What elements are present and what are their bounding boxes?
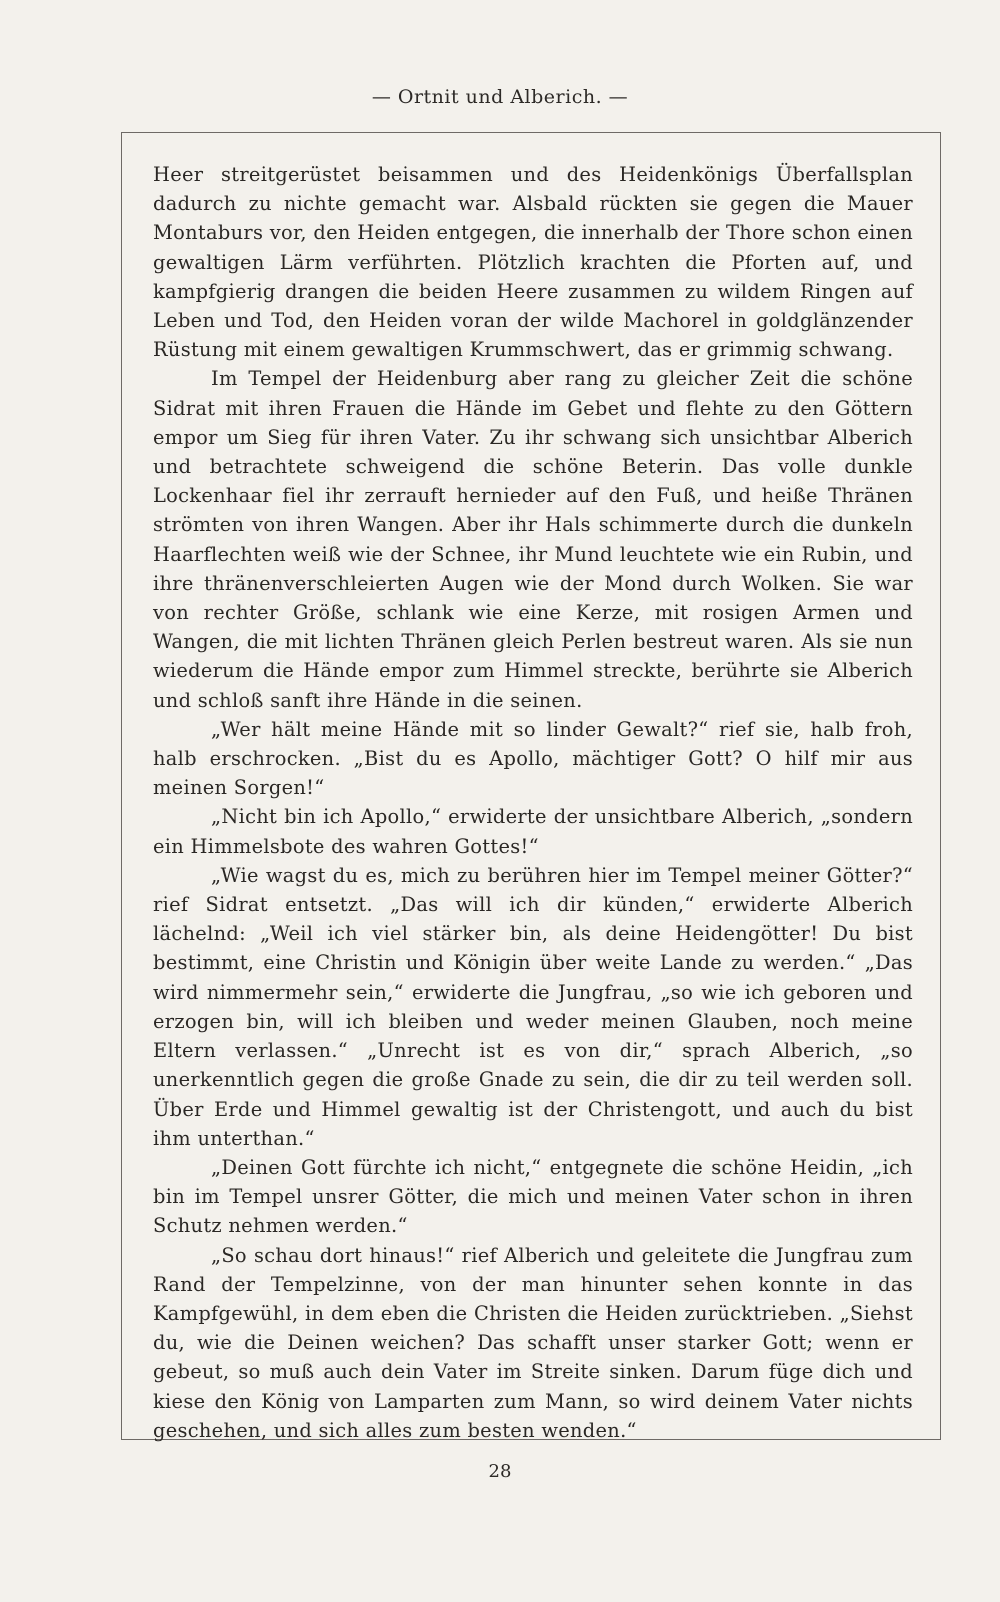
paragraph: „Deinen Gott fürchte ich nicht,“ entgegnete die schöne Heidin, „ich bin im Tempel unsrer Götter, die mich und meinen Vater schon in ihren Schutz nehmen werden.“ [153,1155,913,1238]
paragraph: „Wer hält meine Hände mit so linder Gewalt?“ rief sie, halb froh, halb erschrocken. „Bist du es Apollo, mächtiger Gott? O hilf mir aus meinen Sorgen!“ [153,717,913,800]
paragraph: Heer streitgerüstet beisammen und des Heidenkönigs Überfallsplan dadurch zu nichte gemacht war. Alsbald rückten sie gegen die Mauer Montaburs vor, den Heiden entgegen, die innerhalb der Thore schon einen gewaltigen Lärm verführten. Plötzlich krachten die Pforten auf, und kampfgierig drangen die beiden Heere zusammen zu wildem Ringen auf Leben und Tod, den Heiden voran der wilde Machorel in goldglänzender Rüstung mit einem gewaltigen Krummschwert, das er grimmig schwang. [153,163,913,362]
paragraph: „Nicht bin ich Apollo,“ erwiderte der unsichtbare Alberich, „sondern ein Himmelsbote des wahren Gottes!“ [153,805,913,858]
running-head: — Ortnit und Alberich. — [371,86,629,108]
body-text [153,160,913,1445]
page-number: 28 [488,1461,512,1482]
paragraph: „Wie wagst du es, mich zu berühren hier im Tempel meiner Götter?“ rief Sidrat entsetzt. „Das will ich dir künden,“ erwiderte Alberich lächelnd: „Weil ich viel stärker bin, als deine Heidengötter! Du bist bestimmt, eine Christin und Königin über weite Lande zu werden.“ „Das wird nimmermehr sein,“ erwiderte die Jungfrau, „so wie ich geboren und erzogen bin, will ich bleiben und weder meinen Glauben, noch meine Eltern verlassen.“ „Unrecht ist es von dir,“ sprach Alberich, „so unerkenntlich gegen die große Gnade zu sein, die dir zu teil werden soll. Über Erde und Himmel gewaltig ist der Christengott, und auch du bist ihm unterthan.“ [153,863,913,1150]
paragraph: „So schau dort hinaus!“ rief Alberich und geleitete die Jungfrau zum Rand der Tempelzinne, von der man hinunter sehen konnte in das Kampfgewühl, in dem eben die Christen die Heiden zurücktrieben. „Siehst du, wie die Deinen weichen? Das schafft unser starker Gott; wenn er gebeut, so muß auch dein Vater im Streite sinken. Darum füge dich und kiese den König von Lamparten zum Mann, so wird deinem Vater nichts geschehen, und sich alles zum besten wenden.“ [153,1243,913,1442]
paragraph: Im Tempel der Heidenburg aber rang zu gleicher Zeit die schöne Sidrat mit ihren Frauen die Hände im Gebet und flehte zu den Göttern empor um Sieg für ihren Vater. Zu ihr schwang sich unsichtbar Alberich und betrachtete schweigend die schöne Beterin. Das volle dunkle Lockenhaar fiel ihr zerrauft hernieder auf den Fuß, und heiße Thränen strömten von ihren Wangen. Aber ihr Hals schimmerte durch die dunkeln Haarflechten weiß wie der Schnee, ihr Mund leuchtete wie ein Rubin, und ihre thränenverschleierten Augen wie der Mond durch Wolken. Sie war von rechter Größe, schlank wie eine Kerze, mit rosigen Armen und Wangen, die mit lichten Thränen gleich Perlen bestreut waren. Als sie nun wiederum die Hände empor zum Himmel streckte, berührte sie Alberich und schloß sanft ihre Hände in die seinen. [153,367,913,712]
